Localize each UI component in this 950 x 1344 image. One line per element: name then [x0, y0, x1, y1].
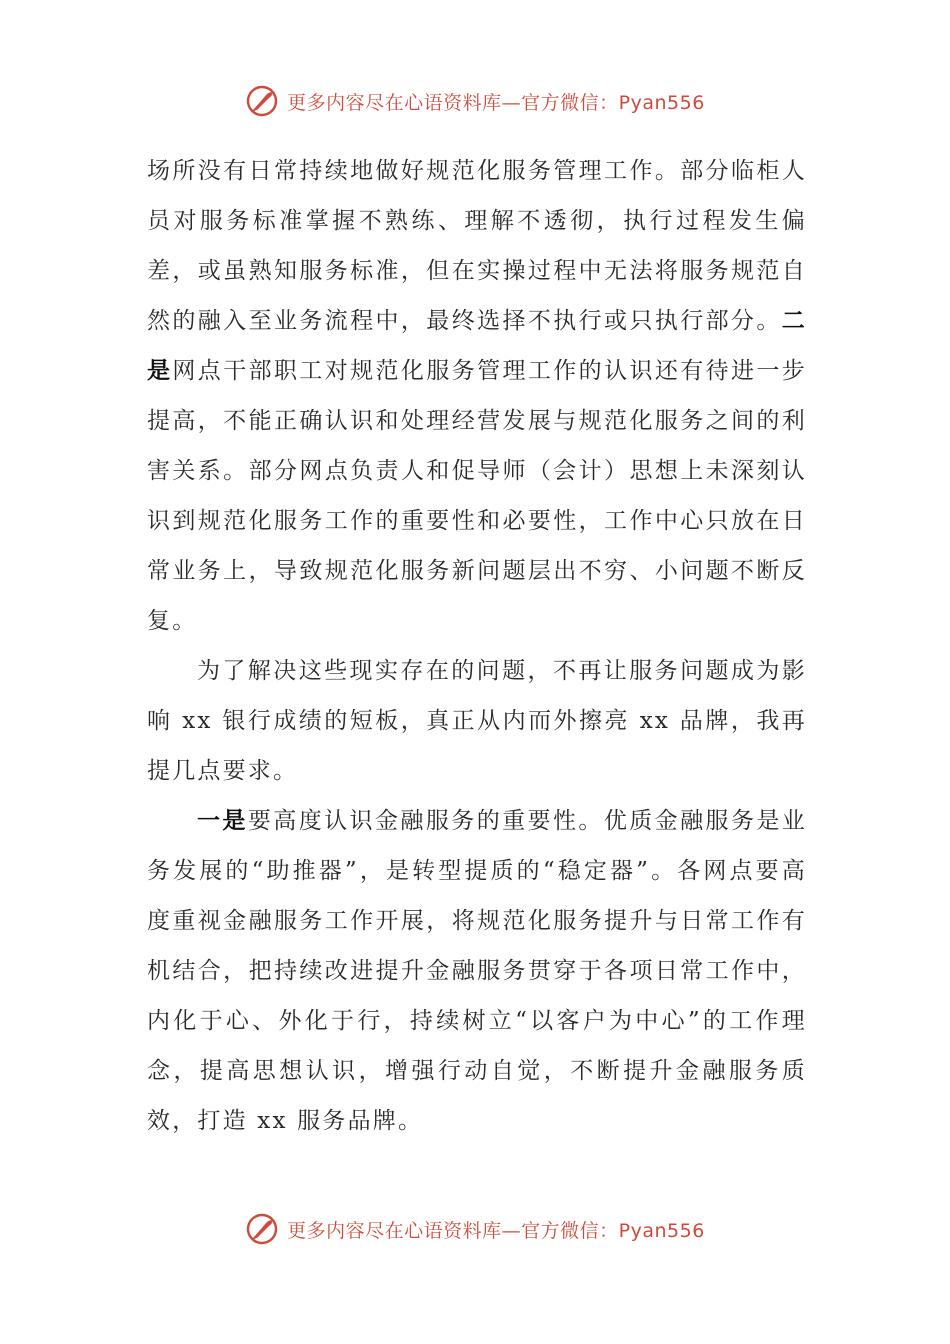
banner-title: 更多内容尽在心语资料库—官方微信：Pyan556	[287, 91, 705, 114]
paragraph-1: 场所没有日常持续地做好规范化服务管理工作。部分临柜人员对服务标准掌握不熟练、理解不透彻，执行过程发生偏差，或虽熟知服务标准，但在实操过程中无法将服务规范自然的融入至业务流程中，最终选择不执行或只执行部分。二是网点干部职工对规范化服务管理工作的认识还有待进一步提高，不能正确认识和处理经营发展与规范化服务之间的利害关系。部分网点负责人和促导师（会计）思想上未深刻认识到规范化服务工作的重要性和必要性，工作中心只放在日常业务上，导致规范化服务新问题层出不穷、小问题不断反复。	[147, 158, 808, 634]
paragraph-2: 为了解决这些现实存在的问题，不再让服务问题成为影响 xx 银行成绩的短板，真正从内而外擦亮 xx 品牌，我再提几点要求。	[147, 658, 807, 784]
emphasis-lead: 一是	[197, 807, 248, 834]
quill-pen-icon	[245, 1212, 279, 1246]
quill-pen-icon	[245, 84, 279, 118]
banner-title: 更多内容尽在心语资料库—官方微信：Pyan556	[287, 1219, 705, 1242]
footer-banner	[0, 1212, 950, 1246]
wechat-id: Pyan556	[618, 1219, 705, 1242]
document-body	[147, 146, 807, 1146]
emphasis-lead: 二是	[147, 307, 807, 384]
header-banner	[0, 84, 950, 118]
paragraph-3: 一是要高度认识金融服务的重要性。优质金融服务是业务发展的“助推器”，是转型提质的“稳定器”。各网点要高度重视金融服务工作开展，将规范化服务提升与日常工作有机结合，把持续改进提升金融服务贯穿于各项日常工作中，内化于心、外化于行，持续树立“以客户为中心”的工作理念，提高思想认识，增强行动自觉，不断提升金融服务质效，打造 xx 服务品牌。	[147, 807, 807, 1134]
wechat-id: Pyan556	[618, 91, 705, 114]
